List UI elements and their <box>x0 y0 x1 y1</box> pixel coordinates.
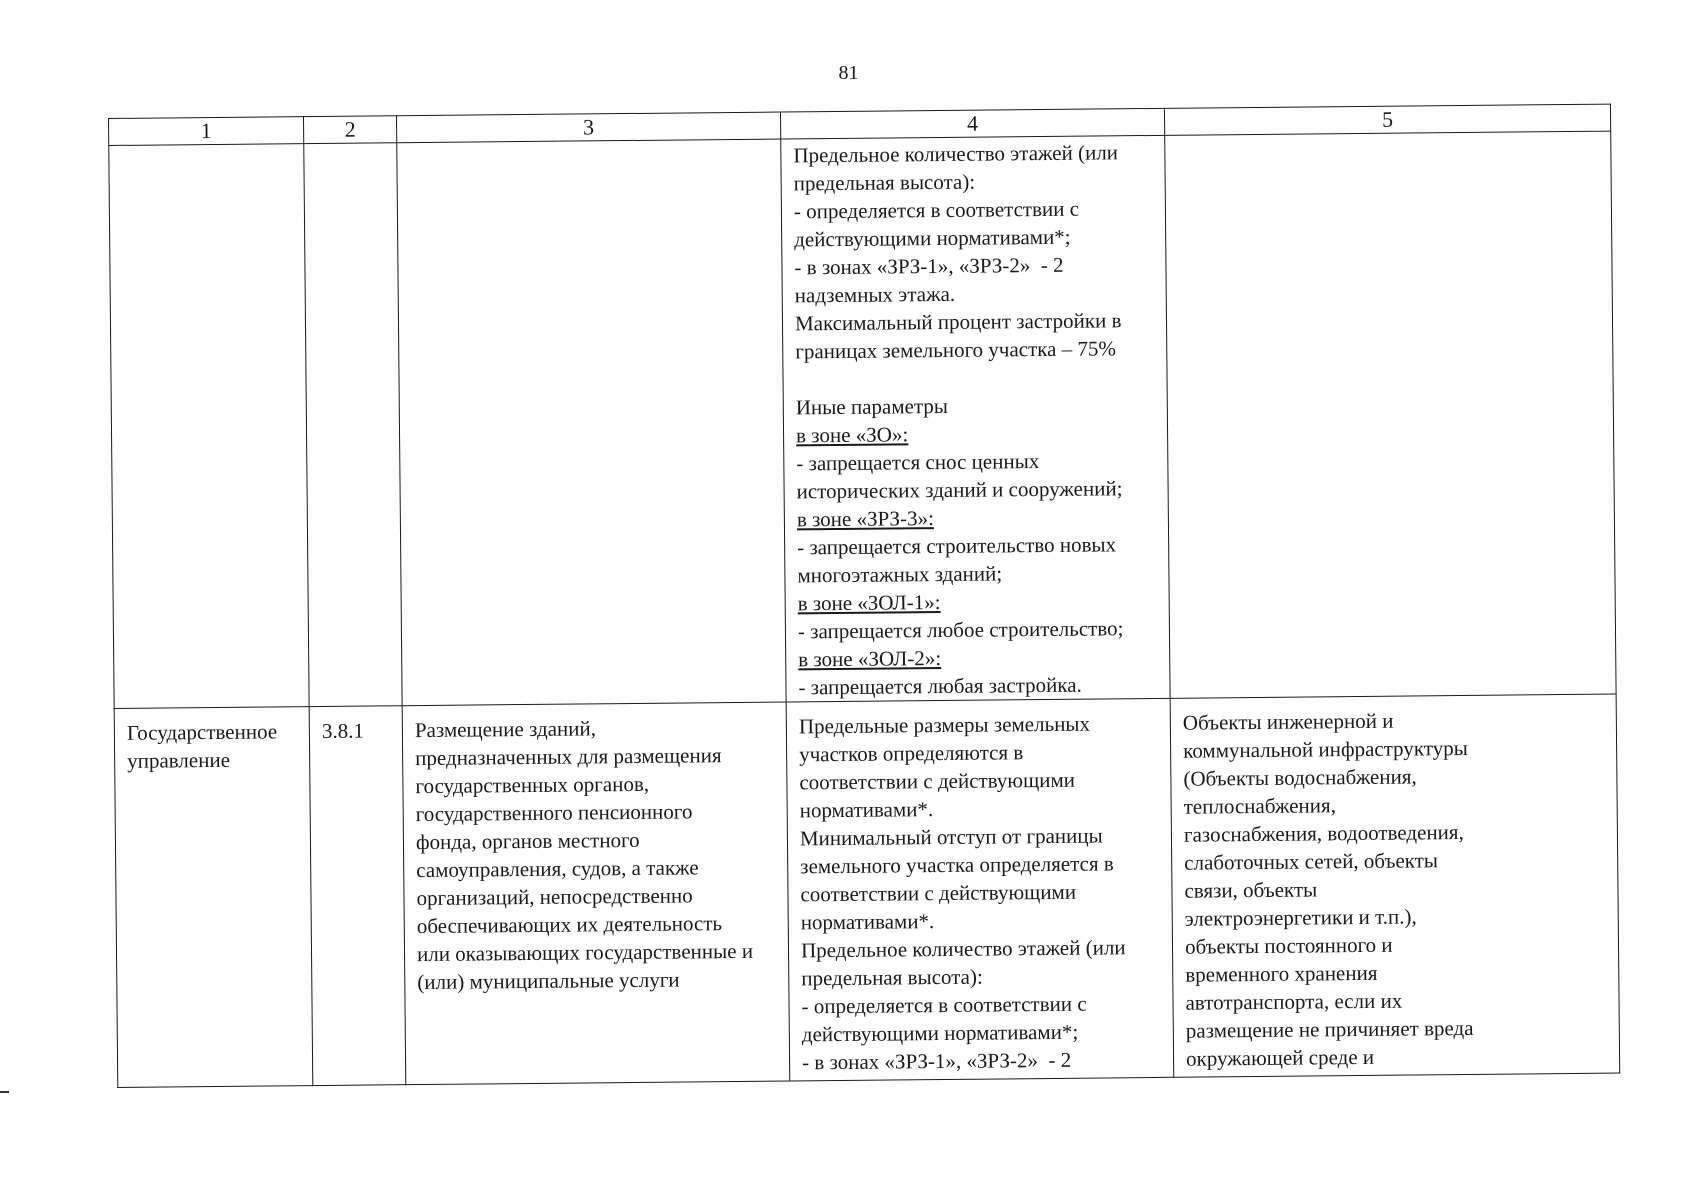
table-row <box>109 131 1616 708</box>
column-number-3: 3 <box>396 112 780 143</box>
text-line: государственных органов, <box>415 771 650 799</box>
regulations-table <box>108 104 1620 1088</box>
text-line: организаций, непосредственно <box>416 883 693 911</box>
text-line: соответствии с действующими <box>799 767 1076 795</box>
text-line: государственного пенсионного <box>415 799 693 827</box>
text-line: Предельное количество этажей (или <box>800 935 1126 963</box>
zone-heading-zrz3: в зоне «ЗРЗ-3»: <box>796 506 934 532</box>
text-line: объекты постоянного и <box>1184 932 1393 959</box>
text-line: (или) муниципальные услуги <box>417 967 680 995</box>
text-line: - запрещается любое строительство; <box>797 616 1124 644</box>
text-line: многоэтажных зданий; <box>797 561 1003 588</box>
text-line: размещение не причиняет вреда <box>1185 1015 1474 1043</box>
text-line: коммунальной инфраструктуры <box>1183 735 1468 763</box>
use-code: 3.8.1 <box>321 718 365 743</box>
text-line: - запрещается строительство новых <box>797 532 1117 560</box>
text-line: (Объекты водоснабжения, <box>1183 764 1417 791</box>
text-line: земельного участка определяется в <box>800 851 1114 879</box>
text-line: - в зонах «ЗРЗ-1», «ЗРЗ-2» - 2 <box>794 252 1064 280</box>
text-line: нормативами*. <box>799 797 934 823</box>
text-line: электроэнергетики и т.п.), <box>1184 904 1417 931</box>
zone-heading-zo: в зоне «ЗО»: <box>795 422 909 448</box>
text-line: участков определяются в <box>799 740 1024 767</box>
page-number: 81 <box>838 62 859 84</box>
text-line: соответствии с действующими <box>800 879 1077 907</box>
text-line: - в зонах «ЗРЗ-1», «ЗРЗ-2» - 2 <box>801 1047 1072 1075</box>
text-line: Государственное <box>126 719 278 745</box>
cell-use-name <box>114 707 313 1088</box>
text-line: предельная высота): <box>801 964 983 991</box>
column-number-4: 4 <box>780 108 1164 139</box>
text-line: автотранспорта, если их <box>1185 988 1403 1015</box>
text-line: надземных этажа. <box>794 281 956 308</box>
column-number-2: 2 <box>303 116 396 144</box>
text-line: управление <box>127 747 231 773</box>
text-line: - запрещается снос ценных <box>796 449 1040 476</box>
text-line: предназначенных для размещения <box>415 743 722 771</box>
text-line: самоуправления, судов, а также <box>416 855 699 883</box>
text-line: предельная высота): <box>793 169 976 196</box>
zone-heading-zol2: в зоне «ЗОЛ-2»: <box>798 646 942 672</box>
cell-use-name <box>109 144 309 709</box>
text-line: Предельные размеры земельных <box>798 711 1091 739</box>
scan-edge-mark <box>0 1091 9 1093</box>
cell-parameters <box>781 135 1170 702</box>
text-line: Предельное количество этажей (или <box>793 140 1119 168</box>
cell-auxiliary-uses <box>1165 131 1616 698</box>
text-line: фонда, органов местного <box>415 827 640 855</box>
cell-parameters <box>786 698 1174 1081</box>
text-line: действующими нормативами*; <box>794 224 1071 252</box>
text-line: Максимальный процент застройки в <box>794 308 1122 336</box>
text-line: Минимальный отступ от границы <box>799 823 1103 851</box>
text-line: действующими нормативами*; <box>801 1019 1079 1047</box>
text-line: Размещение зданий, <box>414 716 597 743</box>
text-line: нормативами*. <box>800 909 935 935</box>
text-line: теплоснабжения, <box>1183 793 1337 819</box>
text-line: газоснабжения, водоотведения, <box>1183 820 1464 847</box>
text-line: окружающей среде и <box>1185 1044 1375 1071</box>
text-line: - определяется в соответствии с <box>793 196 1080 224</box>
other-params-heading: Иные параметры <box>795 393 949 420</box>
cell-use-description <box>402 702 790 1085</box>
column-number-1: 1 <box>109 117 304 146</box>
cell-use-code <box>309 706 406 1086</box>
text-line: Объекты инженерной и <box>1182 708 1394 735</box>
zone-heading-zol1: в зоне «ЗОЛ-1»: <box>797 590 941 616</box>
table-row <box>114 694 1620 1087</box>
text-line: - запрещается любая застройка. <box>798 672 1082 700</box>
text-line: исторических зданий и сооружений; <box>796 476 1123 504</box>
cell-use-code <box>304 143 402 707</box>
text-line: слаботочных сетей, объекты <box>1184 848 1439 875</box>
text-line: границах земельного участка – 75% <box>795 336 1117 364</box>
cell-auxiliary-uses <box>1170 694 1620 1077</box>
text-line: временного хранения <box>1185 960 1378 987</box>
text-line: обеспечивающих их деятельность <box>416 911 723 939</box>
text-line: связи, объекты <box>1184 877 1318 903</box>
column-number-5: 5 <box>1164 104 1610 135</box>
paragraph-gap <box>795 362 1154 393</box>
cell-use-description <box>397 139 786 706</box>
land-use-table <box>108 104 1620 1088</box>
text-line: - определяется в соответствии с <box>801 991 1087 1019</box>
text-line: или оказывающих государственные и <box>416 938 754 967</box>
